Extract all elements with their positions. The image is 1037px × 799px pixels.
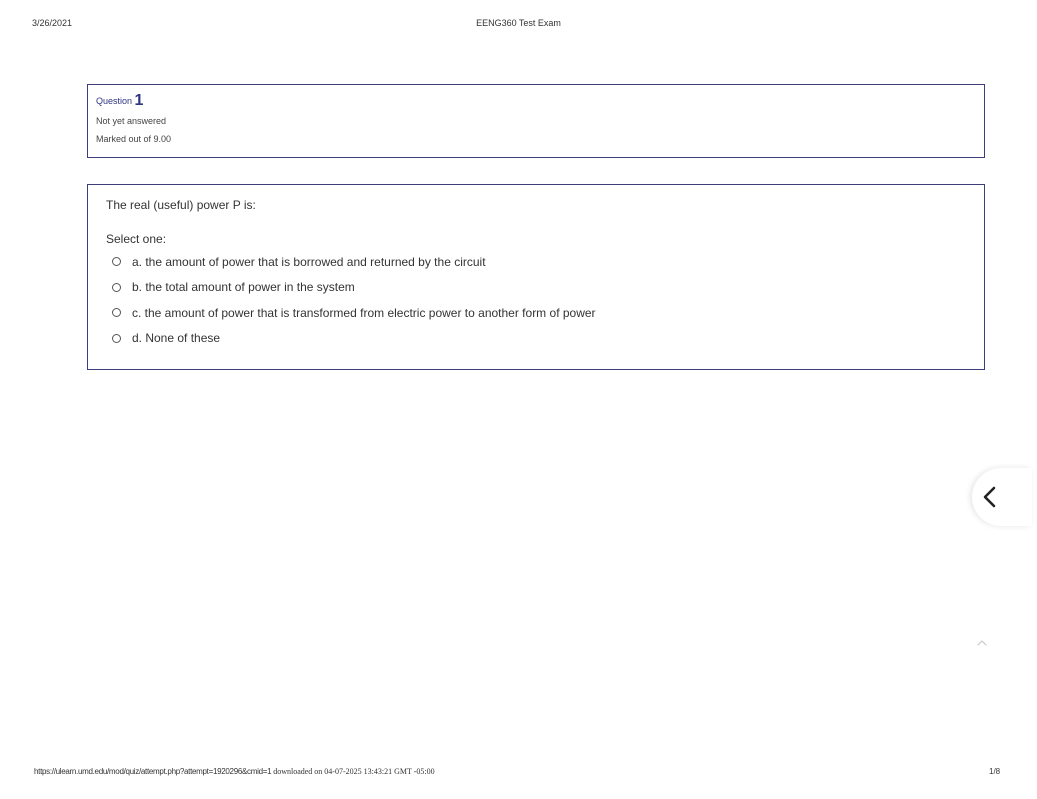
- footer-url: [34, 767, 435, 776]
- radio-a[interactable]: [112, 257, 121, 266]
- print-date: 3/26/2021: [32, 18, 73, 28]
- question-state: Not yet answered: [96, 116, 167, 126]
- print-header: [0, 18, 1037, 32]
- footer-page-number: 1/8: [989, 767, 1001, 776]
- question-text: The real (useful) power P is:: [106, 198, 256, 212]
- question-label: Question: [96, 96, 133, 106]
- answer-option-d[interactable]: [106, 326, 966, 352]
- radio-c[interactable]: [112, 308, 121, 317]
- footer-downloaded: downloaded on 04-07-2025 13:43:21 GMT -05:00: [273, 767, 435, 776]
- question-content-box: [87, 184, 985, 370]
- question-marks: Marked out of 9.00: [96, 134, 172, 144]
- answer-label-a: a. the amount of power that is borrowed and returned by the circuit: [132, 254, 486, 269]
- answer-label-b: b. the total amount of power in the system: [132, 280, 355, 295]
- question-number: 1: [134, 92, 144, 109]
- answer-option-c[interactable]: [106, 300, 966, 326]
- answer-option-b[interactable]: [106, 275, 966, 301]
- answer-list: [106, 249, 966, 351]
- answer-label-c: c. the amount of power that is transformed from electric power to another form of power: [132, 305, 596, 320]
- question-heading: [96, 93, 976, 109]
- select-one-label: Select one:: [106, 232, 167, 246]
- radio-d[interactable]: [112, 334, 121, 343]
- print-title: EENG360 Test Exam: [476, 18, 561, 28]
- radio-b[interactable]: [112, 283, 121, 292]
- question-info-box: [87, 84, 985, 158]
- scroll-top-button[interactable]: [974, 636, 990, 648]
- answer-option-a[interactable]: [106, 249, 966, 275]
- drawer-toggle-button[interactable]: [972, 468, 1032, 526]
- print-footer: [0, 767, 1037, 781]
- chevron-left-icon: [981, 485, 999, 509]
- footer-url-text: https://ulearn.umd.edu/mod/quiz/attempt.php?attempt=1920296&cmid=1: [34, 767, 272, 776]
- answer-label-d: d. None of these: [132, 331, 221, 346]
- chevron-up-icon: [974, 637, 990, 649]
